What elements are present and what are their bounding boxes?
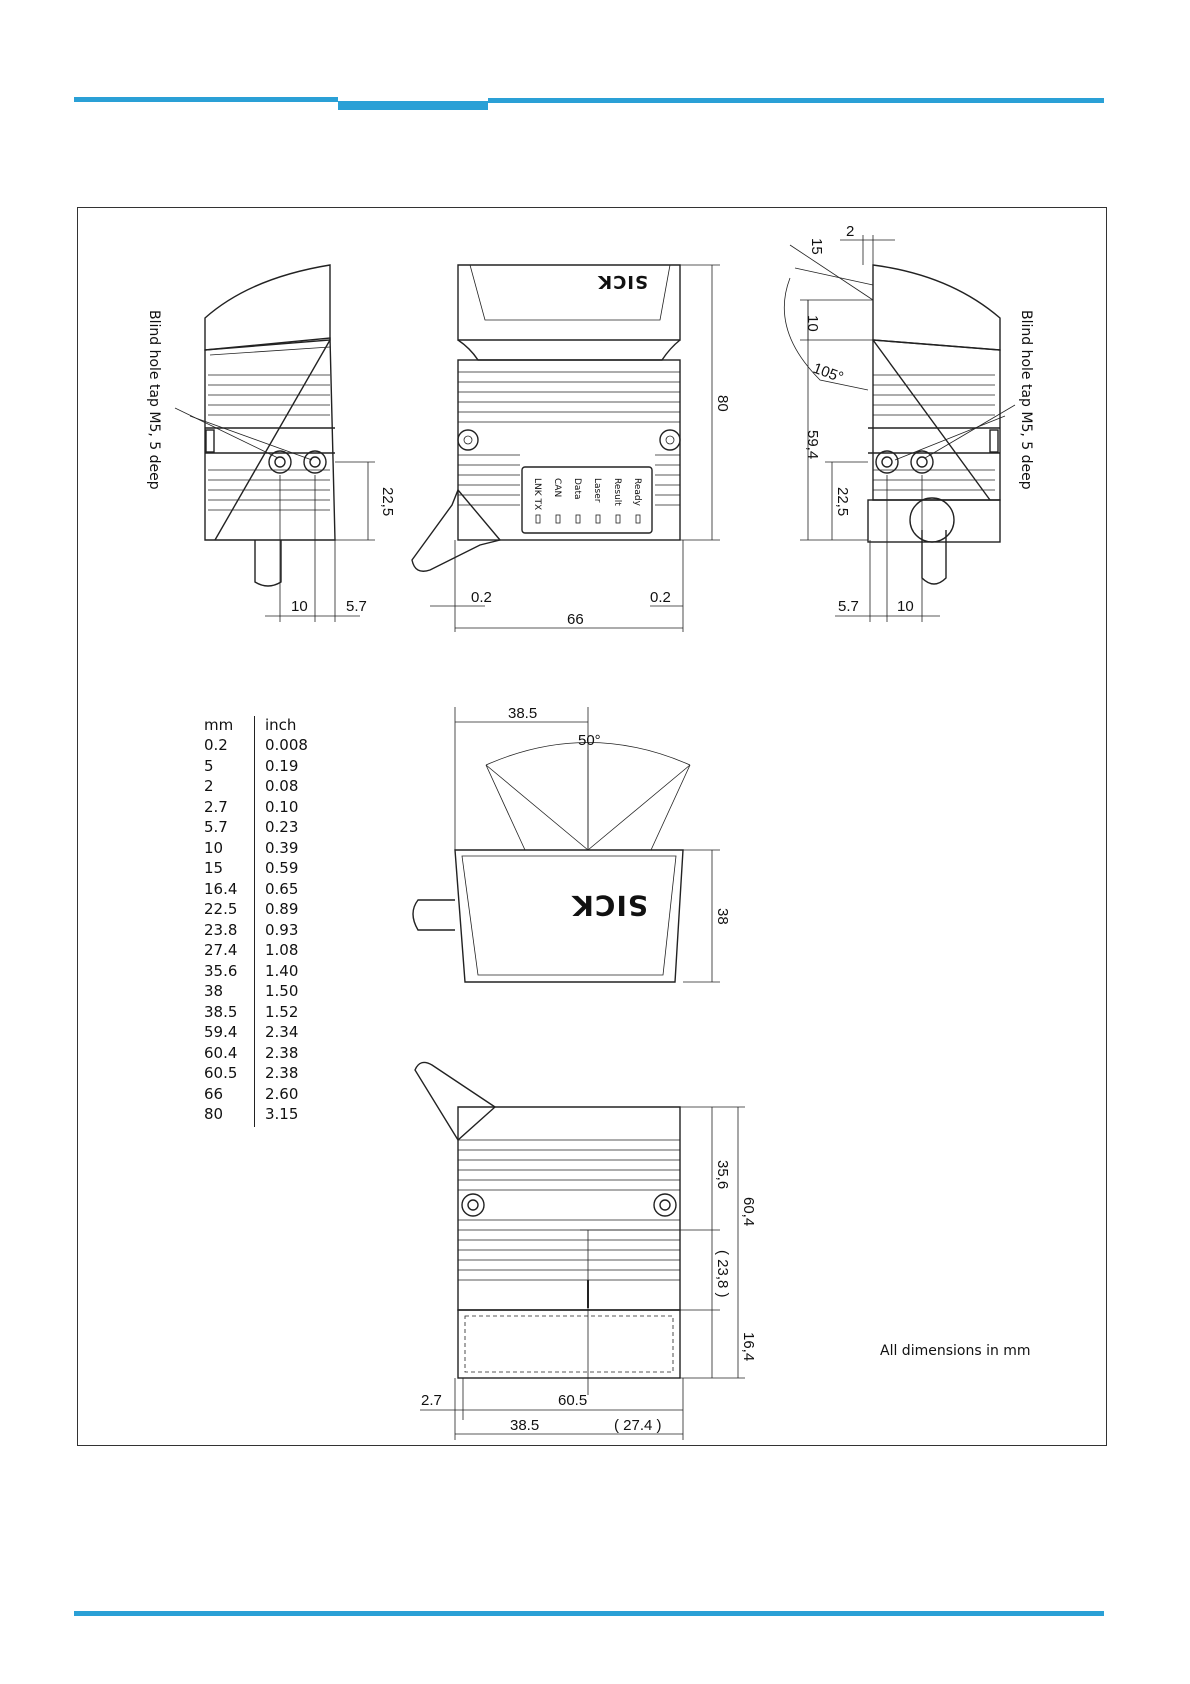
dim-60-5: 60.5 — [558, 1392, 588, 1409]
cell-mm: 2 — [200, 778, 255, 799]
table-row — [200, 942, 308, 963]
brand-logo-top: SICK — [571, 889, 648, 922]
cell-inch: 1.52 — [265, 1002, 299, 1021]
cell-mm: 15 — [200, 860, 255, 881]
cell-mm: 5 — [200, 758, 255, 779]
cell-inch: 0.23 — [265, 818, 299, 836]
all-dimensions-note: All dimensions in mm — [880, 1343, 1031, 1359]
cell-inch: 2.38 — [265, 1064, 299, 1082]
cell-inch: 2.60 — [265, 1084, 299, 1103]
cell-inch: 0.10 — [265, 797, 299, 816]
angle-50: 50° — [578, 732, 601, 749]
table-row — [200, 901, 308, 922]
annotation-blind-hole-left: Blind hole tap M5, 5 deep — [146, 310, 162, 490]
cell-mm: 38 — [200, 983, 255, 1004]
table-row — [200, 737, 308, 758]
dim-27-4: ( 27.4 ) — [614, 1417, 662, 1434]
cell-mm: 5.7 — [200, 819, 255, 840]
cell-mm: 22.5 — [200, 901, 255, 922]
cell-mm: 27.4 — [200, 942, 255, 963]
dim-16-4: 16,4 — [740, 1332, 757, 1362]
cell-mm: 23.8 — [200, 922, 255, 943]
led-result: Result — [612, 478, 622, 506]
dim-15: 15 — [808, 238, 825, 255]
table-row — [200, 922, 308, 943]
cell-mm: 59.4 — [200, 1024, 255, 1045]
led-can: CAN — [552, 478, 562, 498]
cell-inch: 0.65 — [265, 879, 299, 898]
dim-38-5-top: 38.5 — [508, 705, 538, 722]
dim-59-4: 59,4 — [804, 430, 821, 460]
dim-10-left: 10 — [291, 598, 308, 615]
dim-2-7: 2.7 — [421, 1392, 442, 1409]
table-row — [200, 758, 308, 779]
cell-mm: 66 — [200, 1086, 255, 1107]
conversion-table — [200, 716, 308, 1127]
dim-22-5-right: 22,5 — [834, 487, 851, 517]
top-view — [413, 705, 731, 982]
table-row — [200, 881, 308, 902]
table-row — [200, 778, 308, 799]
cell-inch: 1.08 — [265, 941, 299, 959]
led-data: Data — [572, 478, 582, 500]
dim-2: 2 — [846, 223, 855, 240]
led-laser: Laser — [592, 478, 602, 503]
cell-inch: 1.50 — [265, 982, 299, 1000]
brand-logo-front: SICK — [597, 271, 648, 292]
cell-inch: 0.39 — [265, 838, 299, 857]
dim-66: 66 — [567, 611, 584, 628]
annotation-blind-hole-right: Blind hole tap M5, 5 deep — [1018, 310, 1034, 490]
dim-38-5-bottom: 38.5 — [510, 1417, 540, 1434]
cell-mm: 2.7 — [200, 799, 255, 820]
angle-105: 105° — [810, 359, 846, 387]
dim-10-right-bottom: 10 — [897, 598, 914, 615]
bottom-view — [415, 1062, 757, 1440]
dim-0-2-left: 0.2 — [471, 589, 492, 606]
side-view-left — [146, 265, 396, 622]
table-row — [200, 983, 308, 1004]
dim-80: 80 — [714, 395, 731, 412]
table-row — [200, 860, 308, 881]
side-view-right — [784, 223, 1034, 622]
dim-5-7-left: 5.7 — [346, 598, 367, 615]
cell-inch: 2.34 — [265, 1023, 299, 1041]
table-row — [200, 1004, 308, 1025]
dim-23-8: ( 23,8 ) — [714, 1250, 731, 1298]
dim-22-5-left: 22,5 — [379, 487, 396, 517]
dim-10-right-top: 10 — [804, 315, 821, 332]
cell-inch: 1.40 — [265, 961, 299, 980]
cell-inch: 0.008 — [265, 736, 308, 754]
cell-inch: 0.59 — [265, 859, 299, 877]
table-row — [200, 1024, 308, 1045]
cell-mm: 60.4 — [200, 1045, 255, 1066]
table-row — [200, 1106, 308, 1127]
table-row — [200, 819, 308, 840]
dim-35-6: 35,6 — [714, 1160, 731, 1190]
dim-60-4: 60,4 — [740, 1197, 757, 1227]
table-row — [200, 1086, 308, 1107]
table-header-inch: inch — [265, 716, 297, 734]
cell-mm: 60.5 — [200, 1065, 255, 1086]
dim-38: 38 — [714, 908, 731, 925]
cell-inch: 2.38 — [265, 1043, 299, 1062]
table-row — [200, 840, 308, 861]
cell-inch: 0.93 — [265, 920, 299, 939]
cell-inch: 0.08 — [265, 777, 299, 795]
cell-mm: 35.6 — [200, 963, 255, 984]
cell-inch: 3.15 — [265, 1105, 299, 1123]
cell-mm: 16.4 — [200, 881, 255, 902]
dim-5-7-right: 5.7 — [838, 598, 859, 615]
cell-inch: 0.19 — [265, 756, 299, 775]
led-ready: Ready — [632, 478, 642, 506]
table-row — [200, 1065, 308, 1086]
front-view — [412, 265, 731, 632]
cell-mm: 10 — [200, 840, 255, 861]
table-header-mm: mm — [200, 716, 255, 737]
cell-mm: 38.5 — [200, 1004, 255, 1025]
cell-mm: 0.2 — [200, 737, 255, 758]
table-row — [200, 1045, 308, 1066]
cell-mm: 80 — [200, 1106, 255, 1127]
dim-0-2-right: 0.2 — [650, 589, 671, 606]
cell-inch: 0.89 — [265, 900, 299, 918]
led-lnk-tx: LNK TX — [532, 478, 542, 511]
table-row — [200, 799, 308, 820]
table-row — [200, 963, 308, 984]
